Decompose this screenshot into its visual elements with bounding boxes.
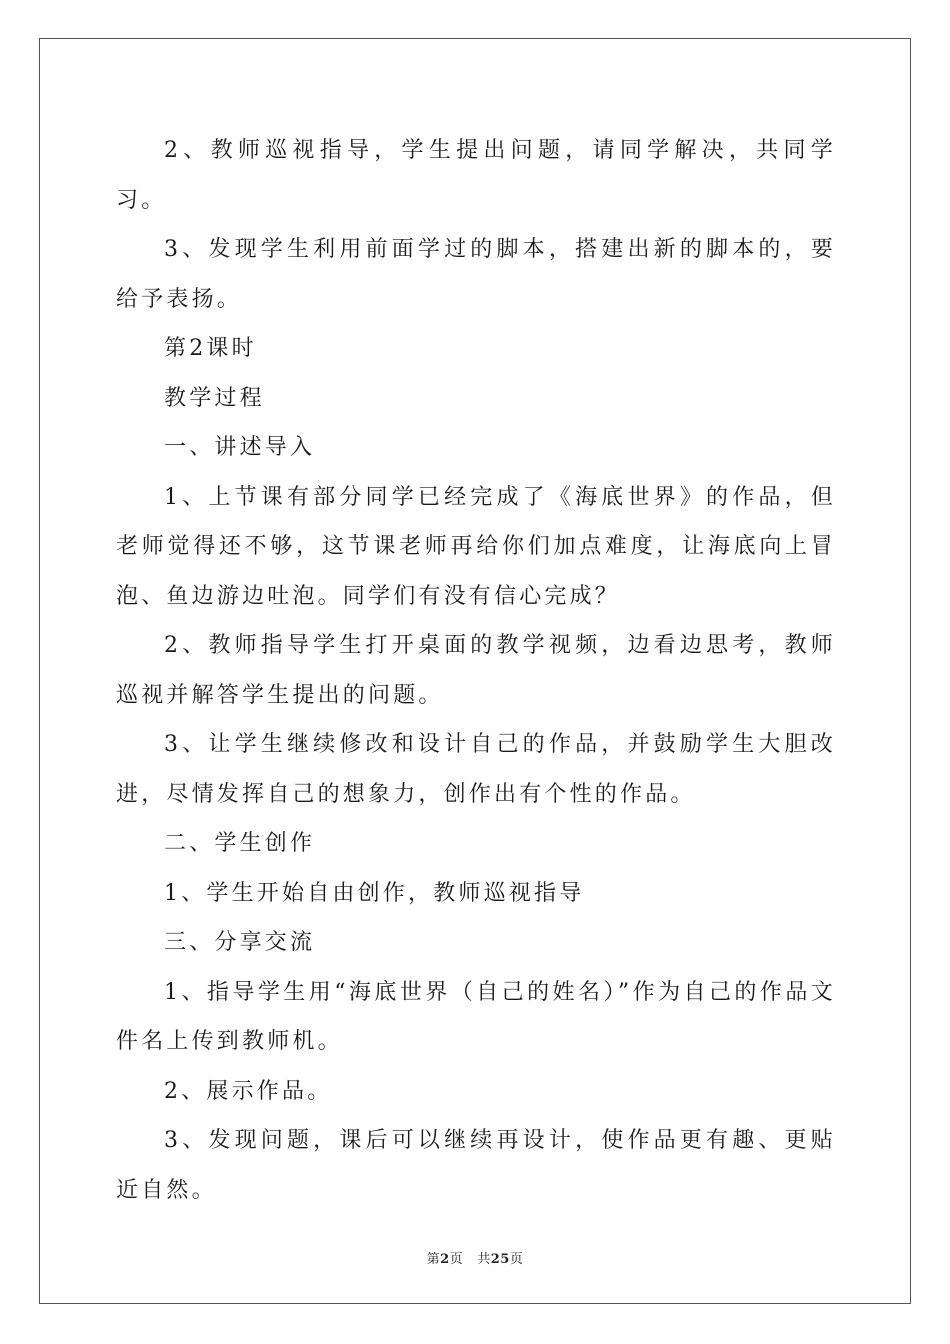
page-suffix: 页 — [449, 1252, 464, 1267]
paragraph: 3、让学生继续修改和设计自己的作品，并鼓励学生大胆改进，尽情发挥自己的想象力，创作出有个性的作品。 — [116, 732, 836, 807]
page-footer — [0, 1248, 950, 1267]
paragraph: 2、展示作品。 — [164, 1078, 333, 1104]
section-heading: 一、讲述导入 — [164, 435, 316, 460]
paragraph: 3、发现学生利用前面学过的脚本，搭建出新的脚本的，要给予表扬。 — [116, 237, 836, 312]
paragraph: 2、教师巡视指导，学生提出问题，请同学解决，共同学习。 — [116, 138, 836, 213]
section-heading: 教学过程 — [164, 385, 265, 411]
section-heading: 二、学生创作 — [164, 831, 316, 856]
document-body — [116, 126, 836, 1215]
total-pages-number: 25 — [490, 1252, 510, 1267]
paragraph: 1、指导学生用“海底世界（自己的姓名）”作为自己的作品文件名上传到教师机。 — [116, 979, 836, 1054]
current-page-number: 2 — [440, 1252, 450, 1267]
total-prefix: 共 — [477, 1252, 491, 1267]
paragraph: 2、教师指导学生打开桌面的教学视频，边看边思考，教师巡视并解答学生提出的问题。 — [116, 633, 836, 708]
paragraph: 1、学生开始自由创作，教师巡视指导 — [164, 880, 585, 906]
page-prefix: 第 — [426, 1252, 441, 1267]
paragraph: 1、上节课有部分同学已经完成了《海底世界》的作品，但老师觉得还不够，这节课老师再给你们加点难度，让海底向上冒泡、鱼边游边吐泡。同学们有没有信心完成？ — [116, 484, 836, 609]
section-heading: 第2课时 — [164, 336, 257, 361]
total-suffix: 页 — [509, 1252, 524, 1267]
paragraph: 3、发现问题，课后可以继续再设计，使作品更有趣、更贴近自然。 — [116, 1128, 836, 1203]
section-heading: 三、分享交流 — [164, 930, 316, 955]
